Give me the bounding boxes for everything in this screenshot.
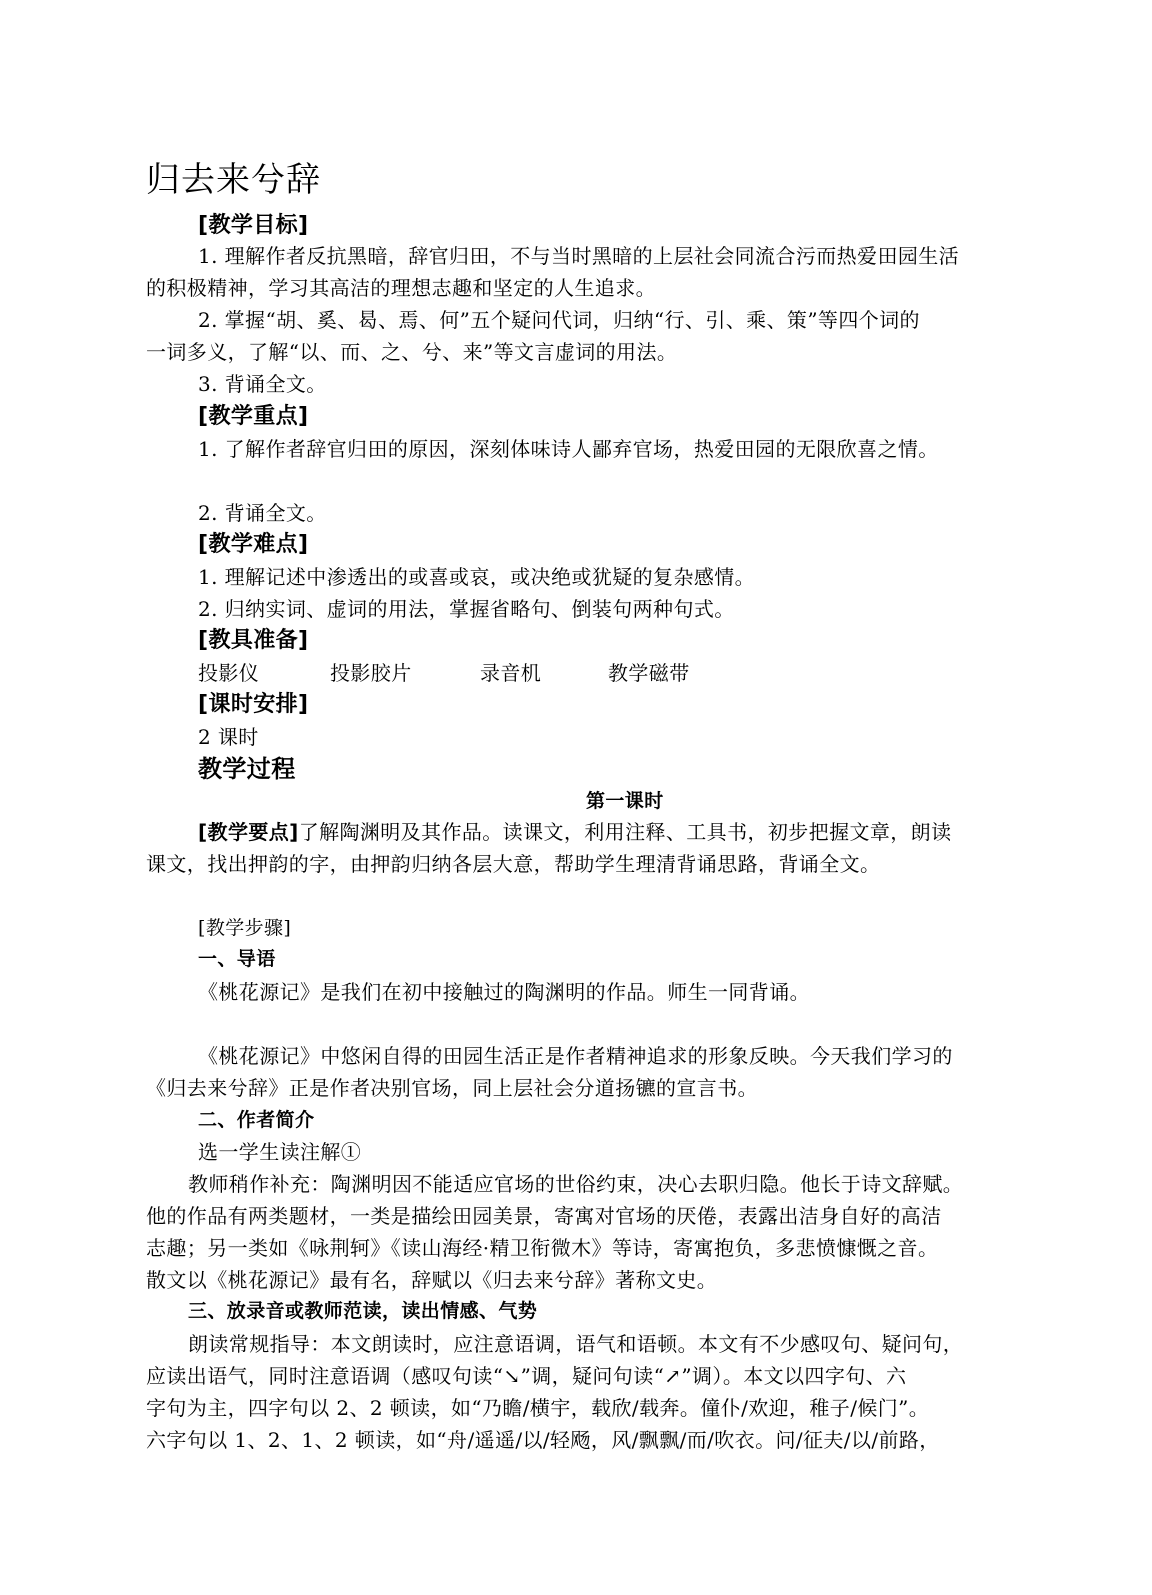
goal-1-line-1: 1. 理解作者反抗黑暗，辞官归田，不与当时黑暗的上层社会同流合污而热爱田园生活 — [198, 244, 960, 268]
step-3-heading: 三、放录音或教师范读，读出情感、气势 — [188, 1300, 538, 1322]
schedule-heading: [课时安排] — [198, 692, 309, 717]
step-2-paragraph-2-line-4: 散文以《桃花源记》最有名，辞赋以《归去来兮辞》著称文史。 — [146, 1268, 718, 1292]
goal-3: 3. 背诵全文。 — [198, 372, 327, 396]
process-heading: 教学过程 — [198, 755, 296, 783]
step-1-paragraph-2-line-2: 《归去来兮辞》正是作者决别官场，同上层社会分道扬镳的宣言书。 — [146, 1076, 758, 1100]
tool-item: 教学磁带 — [608, 661, 690, 685]
keypoints-line-1 — [198, 818, 952, 846]
step-3-paragraph-1-line-4: 六字句以 1、2、1、2 顿读，如“舟/遥遥/以/轻飏，风/飘飘/而/吹衣。问/征夫/以/前路， — [146, 1428, 940, 1452]
difficulty-1: 1. 理解记述中渗透出的或喜或哀，或决绝或犹疑的复杂感情。 — [198, 565, 756, 589]
step-2-paragraph-2-line-1: 教师稍作补充：陶渊明因不能适应官场的世俗约束，决心去职归隐。他长于诗文辞赋。 — [188, 1172, 964, 1196]
keypoints-label: [教学要点] — [198, 820, 299, 844]
step-2-paragraph-2-line-2: 他的作品有两类题材，一类是描绘田园美景，寄寓对官场的厌倦，表露出洁身自好的高洁 — [146, 1204, 942, 1228]
keypoints-line-2: 课文，找出押韵的字，由押韵归纳各层大意，帮助学生理清背诵思路，背诵全文。 — [146, 852, 881, 876]
difficulty-heading: [教学难点] — [198, 532, 309, 557]
goal-2-line-2: 一词多义，了解“以、而、之、兮、来”等文言虚词的用法。 — [146, 340, 678, 364]
goal-1-line-2: 的积极精神，学习其高洁的理想志趣和坚定的人生追求。 — [146, 276, 656, 300]
step-3-paragraph-1-line-2: 应读出语气，同时注意语调（感叹句读“↘”调，疑问句读“↗”调）。本文以四字句、六 — [146, 1364, 907, 1388]
step-3-paragraph-1-line-3: 字句为主，四字句以 2、2 顿读，如“乃瞻/横宇，载欣/载奔。僮仆/欢迎，稚子/候门”。 — [146, 1396, 930, 1420]
steps-heading: [教学步骤] — [198, 917, 292, 939]
step-2-paragraph-1: 选一学生读注解① — [198, 1140, 362, 1164]
tool-item: 投影胶片 — [330, 661, 412, 685]
goal-2-line-1: 2. 掌握“胡、奚、曷、焉、何”五个疑问代词，归纳“行、引、乘、策”等四个词的 — [198, 308, 920, 332]
tools-heading: [教具准备] — [198, 628, 309, 653]
goals-heading: [教学目标] — [198, 213, 309, 238]
focus-2: 2. 背诵全文。 — [198, 501, 327, 525]
focus-heading: [教学重点] — [198, 404, 309, 429]
lesson-1-heading: 第一课时 — [586, 790, 664, 812]
step-3-paragraph-1-line-1: 朗读常规指导：本文朗读时，应注意语调，语气和语顿。本文有不少感叹句、疑问句， — [188, 1332, 964, 1356]
tool-item: 录音机 — [480, 661, 542, 685]
keypoints-text: 了解陶渊明及其作品。读课文，利用注释、工具书，初步把握文章，朗读 — [298, 820, 952, 844]
step-2-paragraph-2-line-3: 志趣；另一类如《咏荆轲》《读山海经·精卫衔微木》等诗，寄寓抱负，多悲愤慷慨之音。 — [146, 1236, 939, 1260]
focus-1: 1. 了解作者辞官归田的原因，深刻体味诗人鄙弃官场，热爱田园的无限欣喜之情。 — [198, 437, 939, 461]
step-1-paragraph-2-line-1: 《桃花源记》中悠闲自得的田园生活正是作者精神追求的形象反映。今天我们学习的 — [198, 1044, 953, 1068]
step-1-paragraph-1: 《桃花源记》是我们在初中接触过的陶渊明的作品。师生一同背诵。 — [198, 980, 810, 1004]
schedule-text: 2 课时 — [198, 725, 259, 749]
document-title: 归去来兮辞 — [146, 160, 321, 200]
tool-item: 投影仪 — [198, 661, 260, 685]
step-1-heading: 一、导语 — [198, 948, 276, 970]
difficulty-2: 2. 归纳实词、虚词的用法，掌握省略句、倒装句两种句式。 — [198, 597, 735, 621]
step-2-heading: 二、作者简介 — [198, 1109, 315, 1131]
